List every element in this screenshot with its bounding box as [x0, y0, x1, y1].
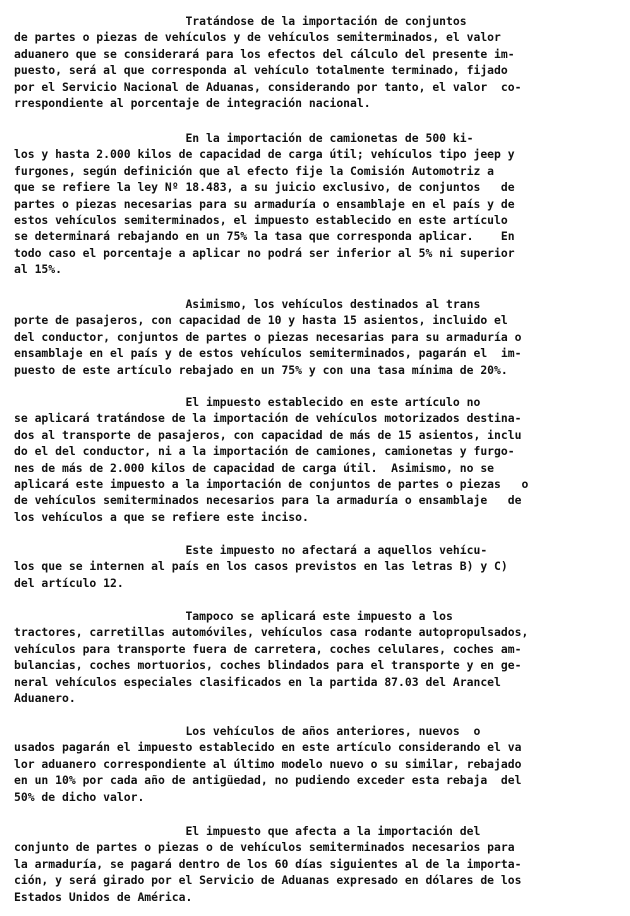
text-line: do el del conductor, ni a la importación de camiones, camionetas y furgo- [14, 444, 515, 459]
paragraph-2 [14, 130, 624, 278]
paragraph-8 [14, 823, 624, 905]
text-line: conjunto de partes o piezas o de vehículos semiterminados necesarios para [14, 840, 515, 855]
paragraph-6 [14, 608, 624, 706]
text-line: dos al transporte de pasajeros, con capacidad de más de 15 asientos, inclu [14, 427, 522, 442]
text-line: del conductor, conjuntos de partes o piezas necesarias para su armaduría o [14, 329, 522, 344]
text-line: se aplicará tratándose de la importación de vehículos motorizados destina- [14, 411, 522, 426]
text-line: por el Servicio Nacional de Aduanas, considerando por tanto, el valor co- [14, 79, 522, 94]
text-line: Tampoco se aplicará este impuesto a los [14, 609, 453, 623]
text-line: ción, y será girado por el Servicio de Aduanas expresado en dólares de los [14, 873, 522, 888]
text-line: los y hasta 2.000 kilos de capacidad de carga útil; vehículos tipo jeep y [14, 147, 515, 162]
text-line: la armaduría, se pagará dentro de los 60 días siguientes al de la importa- [14, 856, 522, 871]
text-line: En la importación de camionetas de 500 ki- [14, 131, 474, 145]
text-line: del artículo 12. [14, 575, 124, 590]
text-line: bulancias, coches mortuorios, coches blindados para el transporte y en ge- [14, 658, 522, 673]
text-line: todo caso el porcentaje a aplicar no podrá ser inferior al 5% ni superior [14, 245, 515, 260]
text-line: aplicará este impuesto a la importación de conjuntos de partes o piezas o [14, 476, 529, 491]
text-line: ensamblaje en el país y de estos vehículos semiterminados, pagarán el im- [14, 346, 522, 361]
text-line: partes o piezas necesarias para su armaduría o ensamblaje en el país y de [14, 196, 515, 211]
text-line: de vehículos semiterminados necesarios para la armaduría o ensamblaje de [14, 493, 522, 508]
text-line: 50% de dicho valor. [14, 789, 145, 804]
text-line: los que se internen al país en los casos previstos en las letras B) y C) [14, 559, 508, 574]
paragraph-3 [14, 296, 624, 378]
text-line: furgones, según definición que al efecto fije la Comisión Automotriz a [14, 163, 495, 178]
paragraph-4 [14, 394, 624, 525]
text-line: Tratándose de la importación de conjuntos [14, 14, 467, 28]
paragraph-7 [14, 723, 624, 805]
paragraph-5 [14, 542, 624, 591]
text-line: rrespondiente al porcentaje de integración nacional. [14, 95, 371, 110]
text-line: nes de más de 2.000 kilos de capacidad de carga útil. Asimismo, no se [14, 460, 495, 475]
text-line: tractores, carretillas automóviles, vehículos casa rodante autopropulsados, [14, 625, 529, 640]
text-line: Los vehículos de años anteriores, nuevos o [14, 724, 481, 738]
text-line: lor aduanero correspondiente al último modelo nuevo o su similar, rebajado [14, 756, 522, 771]
text-line: que se refiere la ley Nº 18.483, a su juicio exclusivo, de conjuntos de [14, 180, 515, 195]
text-line: de partes o piezas de vehículos y de vehículos semiterminados, el valor [14, 30, 501, 45]
paragraph-1 [14, 13, 624, 111]
text-line: neral vehículos especiales clasificados en la partida 87.03 del Arancel [14, 674, 501, 689]
text-line: porte de pasajeros, con capacidad de 10 y hasta 15 asientos, incluido el [14, 313, 508, 328]
text-line: estos vehículos semiterminados, el impuesto establecido en este artículo [14, 212, 508, 227]
text-line: se determinará rebajando en un 75% la tasa que corresponda aplicar. En [14, 229, 515, 244]
text-line: Asimismo, los vehículos destinados al trans [14, 297, 481, 311]
text-line: El impuesto que afecta a la importación del [14, 824, 481, 838]
text-line: Este impuesto no afectará a aquellos vehícu- [14, 543, 488, 557]
text-line: Aduanero. [14, 690, 76, 705]
text-line: vehículos para transporte fuera de carretera, coches celulares, coches am- [14, 641, 522, 656]
text-line: puesto de este artículo rebajado en un 75% y con una tasa mínima de 20%. [14, 362, 508, 377]
text-line: en un 10% por cada año de antigüedad, no pudiendo exceder esta rebaja del [14, 773, 522, 788]
text-line: los vehículos a que se refiere este inciso. [14, 509, 309, 524]
text-line: usados pagarán el impuesto establecido en este artículo considerando el va [14, 740, 522, 755]
text-line: aduanero que se considerará para los efectos del cálculo del presente im- [14, 46, 515, 61]
text-line: El impuesto establecido en este artículo no [14, 395, 481, 409]
text-line: puesto, será al que corresponda al vehículo totalmente terminado, fijado [14, 63, 508, 78]
text-line: Estados Unidos de América. [14, 889, 193, 904]
text-line: al 15%. [14, 262, 63, 277]
